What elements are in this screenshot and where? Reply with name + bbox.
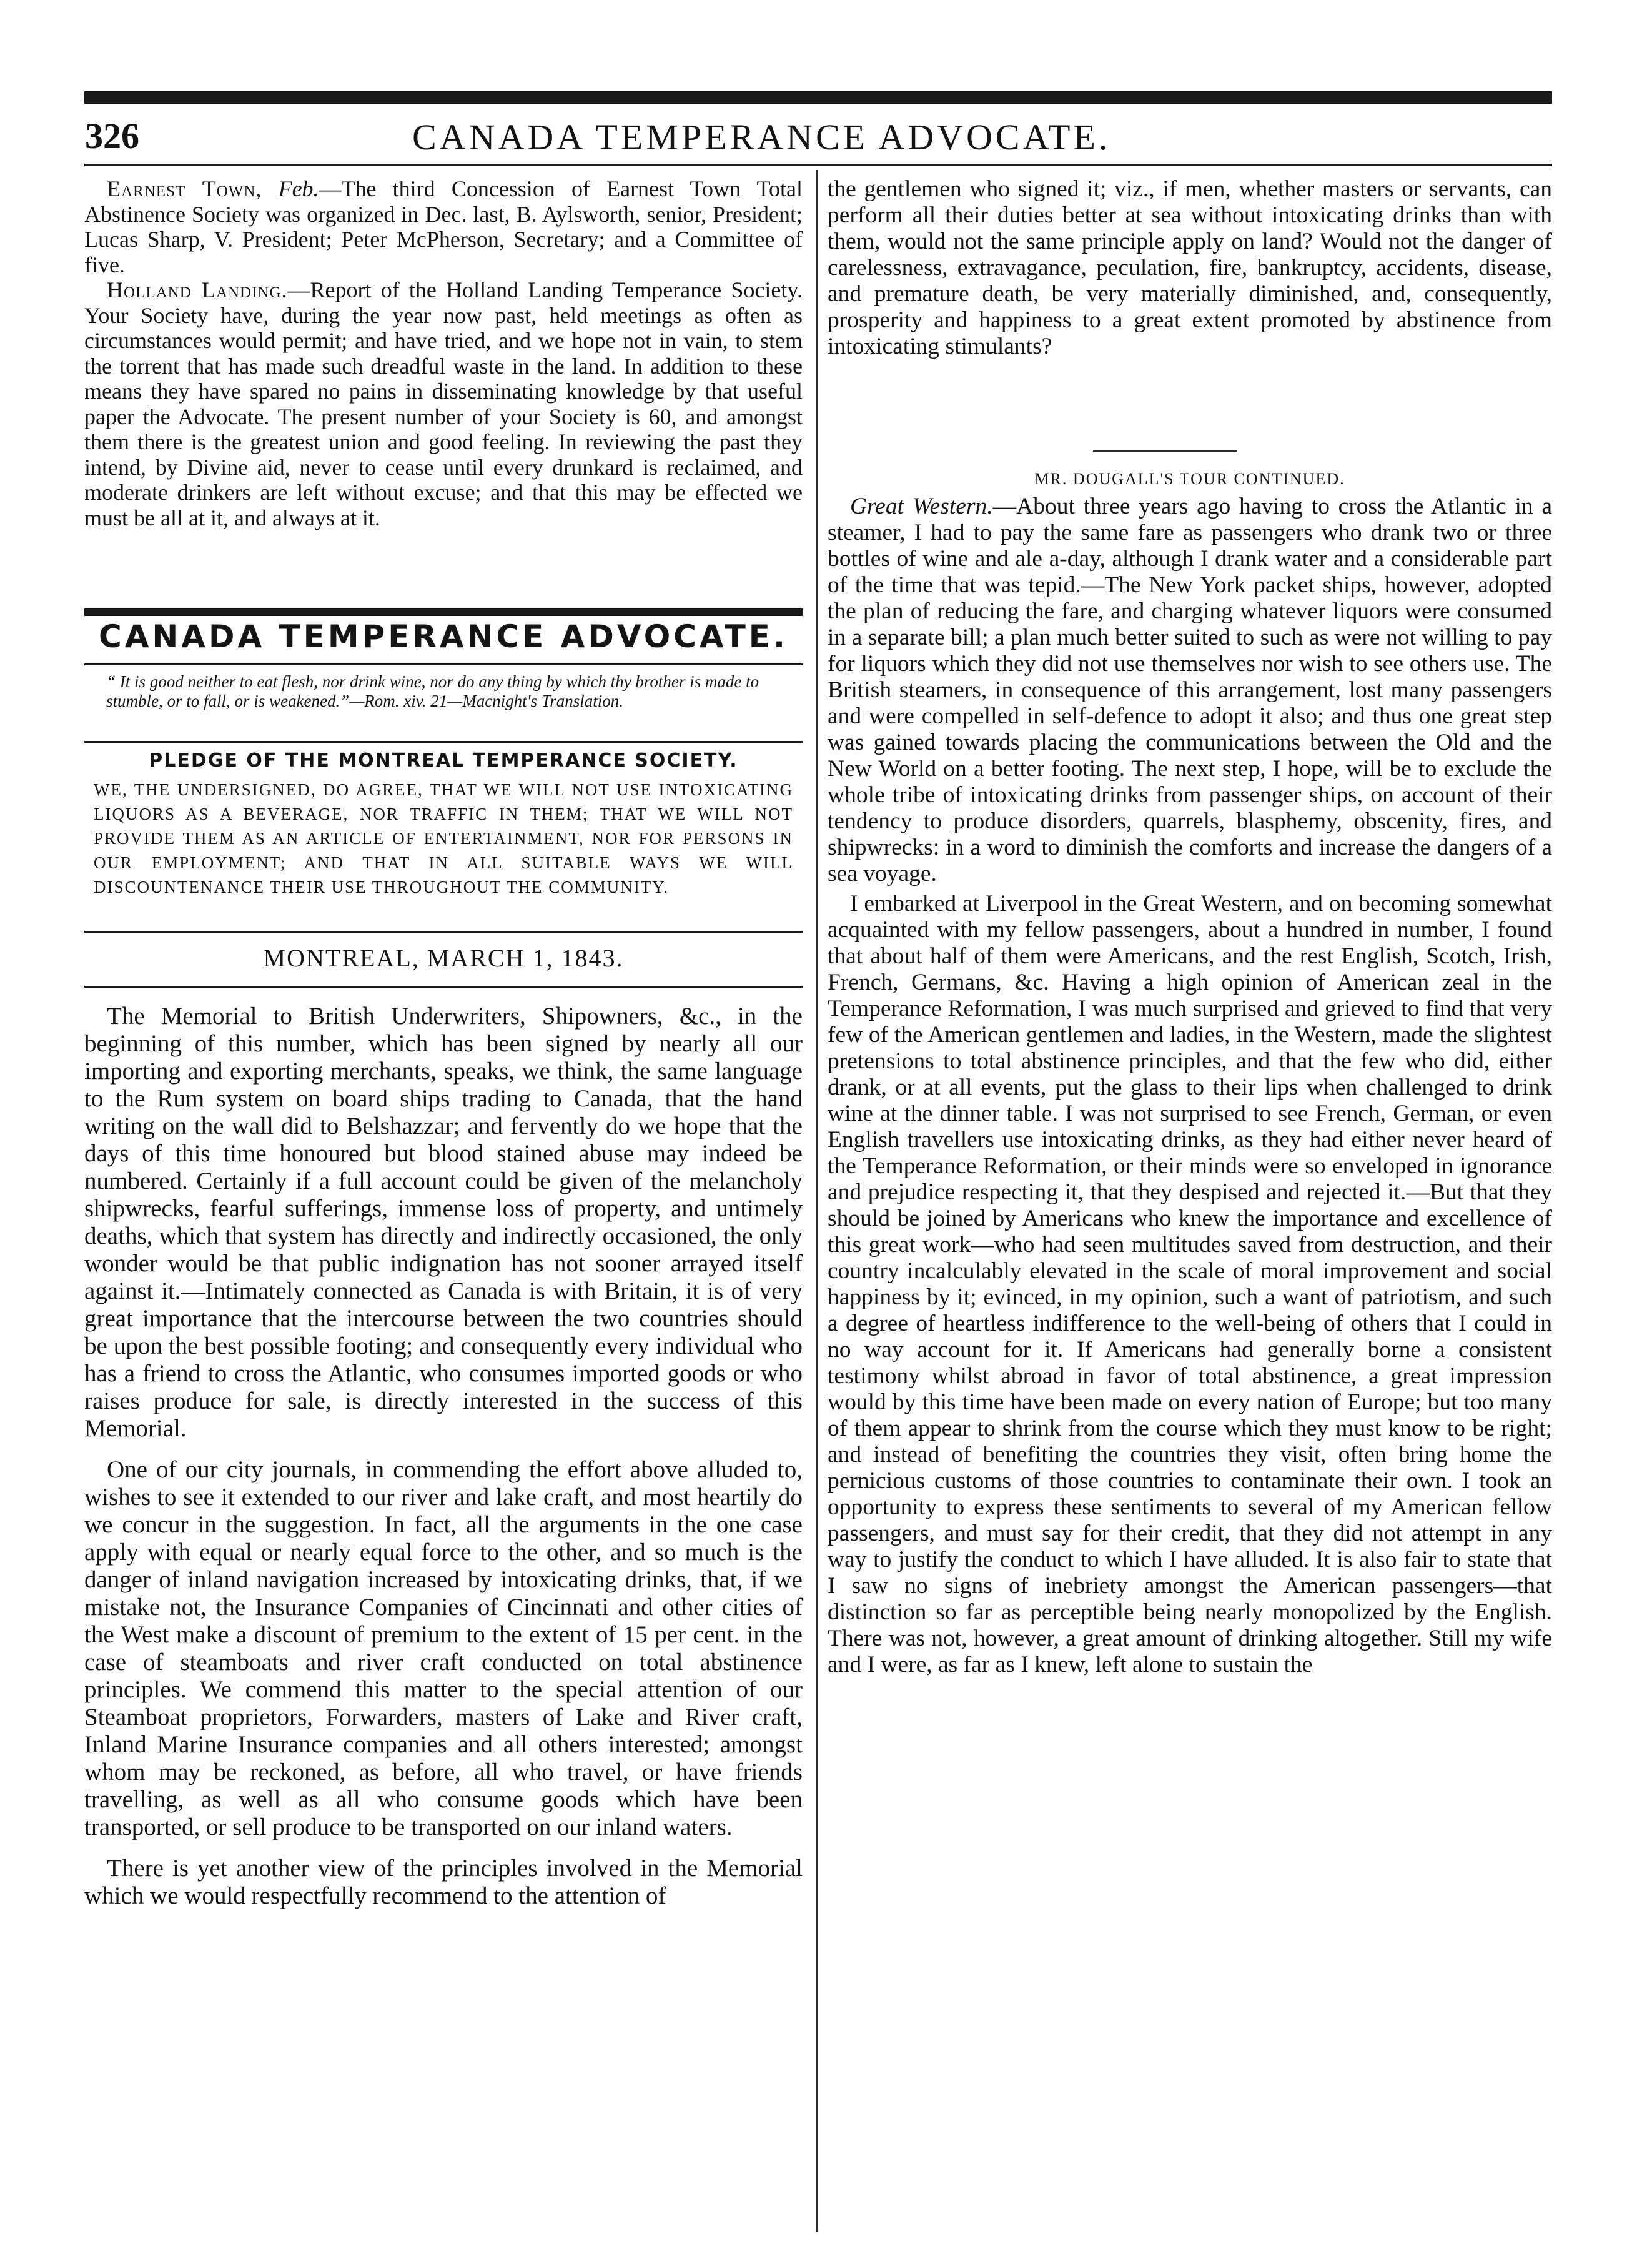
editorial-column [84, 1003, 803, 1910]
section-separator-rule [1093, 450, 1237, 452]
tour-paragraph-1 [828, 494, 1552, 887]
dateline-rule [84, 986, 803, 988]
tour-column [828, 494, 1552, 1678]
editorial-paragraph-3: There is yet another view of the principles involved in the Memorial which we would respectfully recommend to the attention of [84, 1855, 803, 1909]
tour-lead-label: Great Western. [850, 494, 993, 519]
motto-rule [84, 741, 803, 743]
earnest-town-date: Feb. [278, 176, 319, 201]
dateline: MONTREAL, MARCH 1, 1843. [263, 944, 624, 972]
tour-paragraph-1-text: —About three years ago having to cross the Atlantic in a steamer, I had to pay the same fare as passengers who drank two or three bottles of wine and ale a-day, although I drank water and a considerable part of the time that was tepid.—The New York packet ships, however, adopted the plan of reducing the fare, and charging whatever liquors were consumed in a separate bill; a plan much better suited to such as were not willing to pay for liquors which they did not use themselves nor wish to see others use. The British steamers, in consequence of this arrangement, lost many passengers and were compelled in self-defence to adopt it also; and thus one great step was gained towards placing the communications between the Old and the New World on a better footing. The next step, I hope, will be to exclude the whole tribe of intoxicating drinks from passenger ships, on account of their tendency to produce disorders, quarrels, blasphemy, obscenity, fires, and shipwrecks: in a word to diminish the comforts and increase the dangers of a sea voyage. [828, 494, 1552, 886]
masthead-title: CANADA TEMPERANCE ADVOCATE. [99, 618, 788, 655]
holland-landing-text: —Report of the Holland Landing Temperance Society. Your Society have, during the year now past, held meetings as often as circumstances would permit; and have tried, and we hope not in vain, to stem the torrent that has made such dreadful waste in the land. In addition to these means they have spared no pains in disseminating knowledge by that useful paper the Advocate. The present number of your Society is 60, and amongst them there is the greatest union and good feeling. In reviewing the past they intend, by Divine aid, never to cease until every drunkard is reclaimed, and moderate drinkers are left without excuse; and that this may be effected we must be all at it, and always at it. [84, 277, 803, 530]
right-column-top [828, 176, 1552, 360]
earnest-town-text: —The third Concession of Earnest Town Total Abstinence Society was organized in Dec. last, B. Aylsworth, senior, President; Lucas Sharp, V. President; Peter McPherson, Secretary; and a Committee of five. [84, 176, 803, 277]
masthead-thin-rule [84, 663, 803, 665]
masthead-motto: “ It is good neither to eat flesh, nor drink wine, nor do any thing by which thy brother is made to stumble, or to fall, or is weakened.”—Rom. xiv. 21—Macnight's Translation. [106, 672, 759, 710]
memorial-continuation: the gentlemen who signed it; viz., if men, whether masters or servants, can perform all their duties better at sea without intoxicating drinks than with them, would not the same principle apply on land? Would not the danger of carelessness, extravagance, peculation, fire, bankruptcy, accidents, disease, and premature death, be very materially diminished, and, consequently, prosperity and happiness to a great extent promoted by abstinence from intoxicating stimulants? [828, 176, 1552, 359]
editorial-paragraph-2: One of our city journals, in commending the effort above alluded to, wishes to see it extended to our river and lake craft, and most heartily do we concur in the suggestion. In fact, all the arguments in the one case apply with equal or nearly equal force to the other, and so much is the danger of inland navigation increased by intoxicating drinks, that, if we mistake not, the Insurance Companies of Cincinnati and other cities of the West make a discount of premium to the extent of 15 per cent. in the case of steamboats and river craft conducted on total abstinence principles. We commend this matter to the special attention of our Steamboat proprietors, Forwarders, masters of Lake and River craft, Inland Marine Insurance companies and all others interested; amongst whom may be reckoned, as before, all who travel, or have friends travelling, as well as all who consume goods which have been transported, or sell produce to be transported on our inland waters. [84, 1456, 803, 1840]
page-number: 326 [85, 116, 139, 156]
pledge-rule [84, 931, 803, 933]
holland-landing-paragraph [84, 277, 803, 530]
pledge-text: WE, THE UNDERSIGNED, DO AGREE, THAT WE WILL NOT USE INTOXICATING LIQUORS AS A BEVERAGE, NOR TRAFFIC IN THEM; THAT WE WILL NOT PROVIDE THEM AS AN ARTICLE OF ENTERTAINMENT, NOR FOR PERSONS IN OUR EMPLOYMENT; AND THAT IN ALL SUITABLE WAYS WE WILL DISCOUNTENANCE THEIR USE THROUGHOUT THE COMMUNITY. [94, 780, 793, 896]
column-divider [816, 170, 818, 2232]
editorial-paragraph-1: The Memorial to British Underwriters, Shipowners, &c., in the beginning of this number, which has been signed by nearly all our importing and exporting merchants, speaks, we think, the same language to the Rum system on board ships trading to Canada, that the hand writing on the wall did to Belshazzar; and fervently do we hope that the days of this time honoured but blood stained abuse may indeed be numbered. Certainly if a full account could be given of the melancholy shipwrecks, fearful sufferings, immense loss of property, and untimely deaths, which that system has directly and indirectly occasioned, the only wonder would be that public indignation has not sooner arrayed itself against it.—Intimately connected as Canada is with Britain, it is of very great importance that the intercourse between the two countries should be upon the best possible footing; and consequently every individual who has a friend to cross the Atlantic, who consumes imported goods or who raises produce for sale, is directly interested in the success of this Memorial. [84, 1003, 803, 1442]
tour-heading: MR. DOUGALL'S TOUR CONTINUED. [1034, 470, 1345, 488]
header-rule [84, 164, 1552, 166]
tour-paragraph-2: I embarked at Liverpool in the Great Western, and on becoming somewhat acquainted with my fellow passengers, about a hundred in number, I found that about half of them were Americans, and the rest English, Scotch, Irish, French, Germans, &c. Having a high opinion of American zeal in the Temperance Reformation, I was much surprised and grieved to find that very few of the American gentlemen and ladies, in the Western, made the slightest pretensions to total abstinence principles, and that the few who did, either drank, or at all events, put the glass to their lips when challenged to drink wine at the dinner table. I was not surprised to see French, German, or even English travellers use intoxicating drinks, as they had either never heard of the Temperance Reformation, or their minds were so enveloped in ignorance and prejudice respecting it, that they despised and rejected it.—But that they should be joined by Americans who knew the importance and excellence of this great work—who had seen multitudes saved from destruction, and their country incalculably elevated in the scale of moral improvement and social happiness by it; evinced, in my opinion, such a want of patriotism, and such a degree of heartless indifference to the well-being of others that I could in no way account for it. If Americans had generally borne a consistent testimony whilst abroad in favor of total abstinence, a great impression would by this time have been made on every nation of Europe; but too many of them appear to shrink from the course which they must know to be right; and instead of benefiting the countries they visit, often bring home the pernicious customs of those countries to contaminate their own. I took an opportunity to express these sentiments to several of my American fellow passengers, and must say for their credit, that they did not attempt in any way to justify the conduct to which I have alluded. It is also fair to state that I saw no signs of inebriety amongst the American passengers—that distinction so far as perceptible being nearly monopolized by the English. There was not, however, a great amount of drinking altogether. Still my wife and I were, as far as I knew, left alone to sustain the [828, 891, 1552, 1677]
earnest-town-paragraph [84, 176, 803, 277]
left-column-top [84, 176, 803, 530]
holland-landing-heading: Holland Landing. [107, 277, 288, 302]
top-border-bar [84, 91, 1552, 104]
masthead-thick-rule [84, 608, 803, 616]
pledge-title: PLEDGE OF THE MONTREAL TEMPERANCE SOCIETY. [149, 750, 738, 772]
earnest-town-heading: Earnest Town, [107, 176, 262, 201]
running-title: CANADA TEMPERANCE ADVOCATE. [412, 117, 1111, 157]
